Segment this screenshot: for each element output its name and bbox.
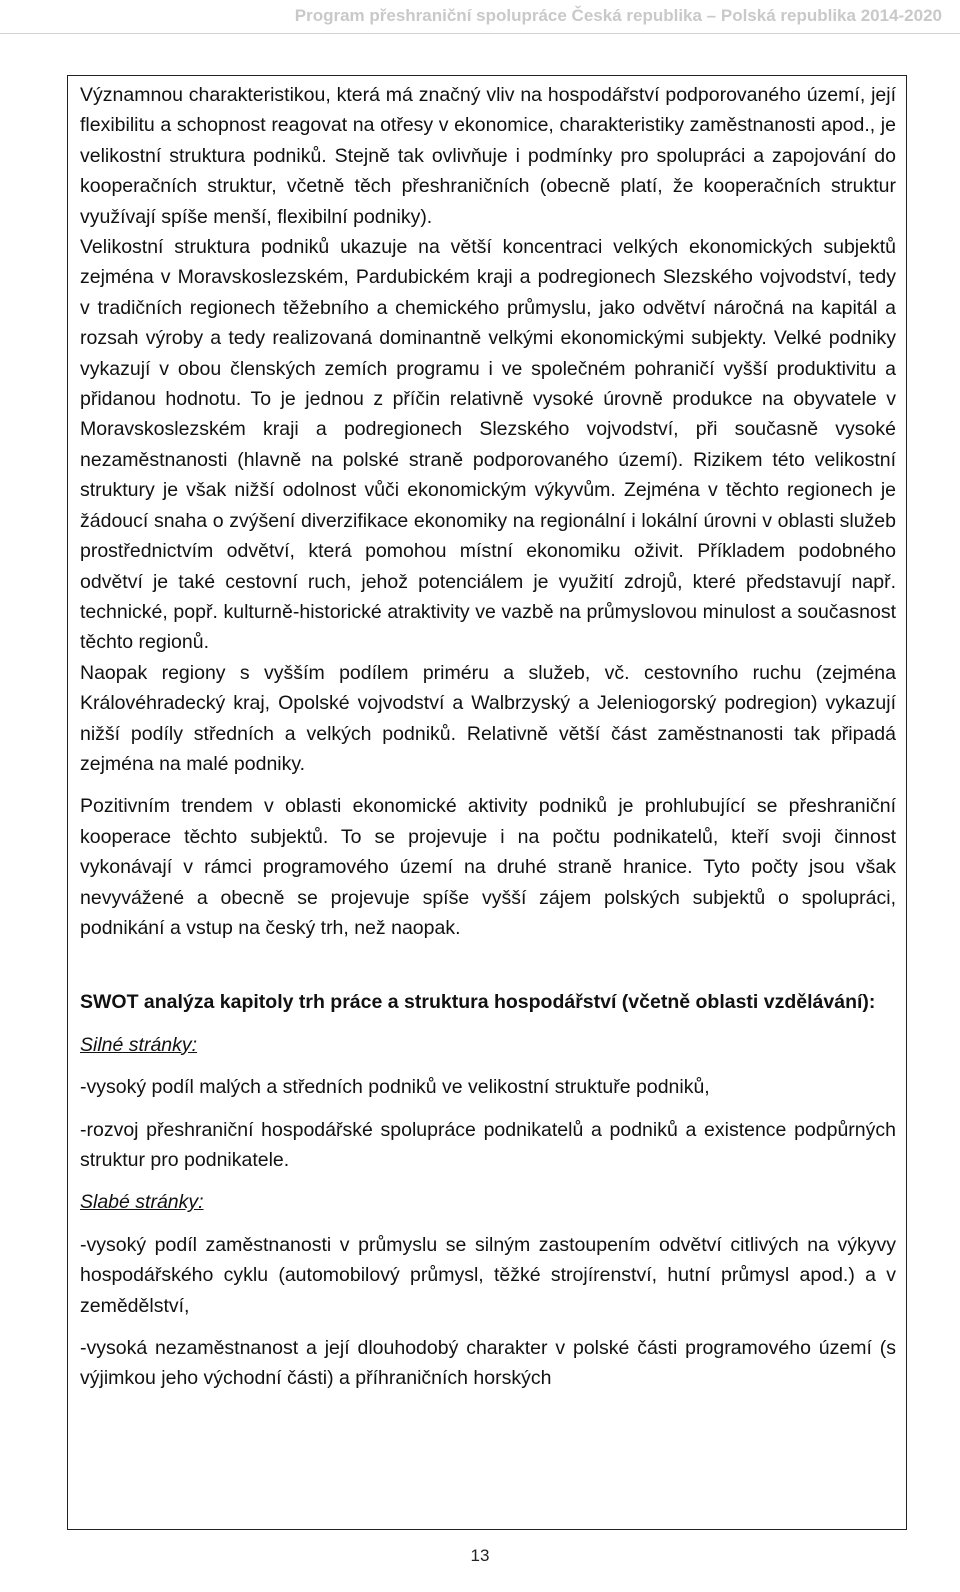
swot-heading: SWOT analýza kapitoly trh práce a struktura hospodářství (včetně oblasti vzdělávání): [80,991,876,1014]
strength-item: -rozvoj přeshraniční hospodářské spolupráce podnikatelů a podniků a existence podpůrných struktur pro podnikatele. [80,1118,896,1171]
paragraph-cross-border-cooperation: Pozitivním trendem v oblasti ekonomické aktivity podniků je prohlubující se přeshraniční kooperace těchto subjektů. To se projevuje i na počtu podnikatelů, kteří svoji činnost vykonávají v rámci programového území na druhé straně hranice. Tyto počty jsou však nevyvážené a obecně se projevuje spíše vyšší zájem polských subjektů o spolupráci, podnikání a vstup na český trh, než naopak. [80,795,896,939]
header-divider [0,33,960,34]
strength-item: -vysoký podíl malých a středních podniků ve velikostní struktuře podniků, [80,1076,710,1099]
bordered-text-frame [67,75,907,1530]
paragraph-large-enterprises: Velikostní struktura podniků ukazuje na větší koncentraci velkých ekonomických subjektů zejména v Moravskoslezském, Pardubickém kraji a podregionech Slezského vojvodství, tedy v tradičních regionech těžebního a chemického průmyslu, jako odvětví náročná na kapitál a rozsah výroby a tedy realizovaná dominantně velkými ekonomickými subjekty. Velké podniky vykazují v obou členských zemích programu i ve společném pohraničí vyšší produktivitu a přidanou hodnotu. To je jednou z příčin relativně vysoké úrovně produkce na obyvatele v Moravskoslezském kraji a podregionech Slezského vojvodství, při současně vysoké nezaměstnanosti (hlavně na polské straně podporovaného území). Rizikem této velikostní struktury je však nižší odolnost vůči ekonomickým výkyvům. Zejména v těchto regionech je žádoucí snaha o zvýšení diverzifikace ekonomiky na regionální i lokální úrovni v oblasti služeb prostřednictvím odvětví, která pomohou místní ekonomiku oživit. Příkladem podobného odvětví je také cestovní ruch, jehož potenciálem je využití zdrojů, které představují např. technické, popř. kulturně-historické atraktivity ve vazbě na průmyslovou minulost a současnost těchto regionů. [80,236,896,654]
weakness-item: -vysoký podíl zaměstnanosti v průmyslu se silným zastoupením odvětví citlivých na výkyvy hospodářského cyklu (automobilový průmysl, těžké strojírenství, hutní průmysl apod.) a v zemědělství, [80,1233,896,1317]
frame-content [80,80,896,1394]
weakness-item: -vysoká nezaměstnanost a její dlouhodobý charakter v polské části programového území (s výjimkou jeho východní části) a příhraničních horských [80,1337,896,1390]
paragraph-enterprise-size: Významnou charakteristikou, která má značný vliv na hospodářství podporovaného území, její flexibilitu a schopnost reagovat na otřesy v ekonomice, charakteristiky zaměstnanosti apod., je velikostní struktura podniků. Stejně tak ovlivňuje i podmínky pro spolupráci a zapojování do kooperačních struktur, včetně těch přeshraničních (obecně platí, že kooperačních struktur využívají spíše menší, flexibilní podniky). [80,84,896,228]
weaknesses-heading: Slabé stránky: [80,1191,204,1214]
paragraph-primary-services: Naopak regiony s vyšším podílem priméru a služeb, vč. cestovního ruchu (zejména Královéhradecký kraj, Opolské vojvodství a Walbrzyský a Jeleniogorský podregion) vykazují nižší podíly středních a velkých podniků. Relativně větší část zaměstnanosti tak připadá zejména na malé podniky. [80,661,896,775]
page-number: 13 [470,1546,490,1565]
running-header: Program přeshraniční spolupráce Česká republika – Polská republika 2014-2020 [294,6,942,25]
strengths-heading: Silné stránky: [80,1033,198,1056]
